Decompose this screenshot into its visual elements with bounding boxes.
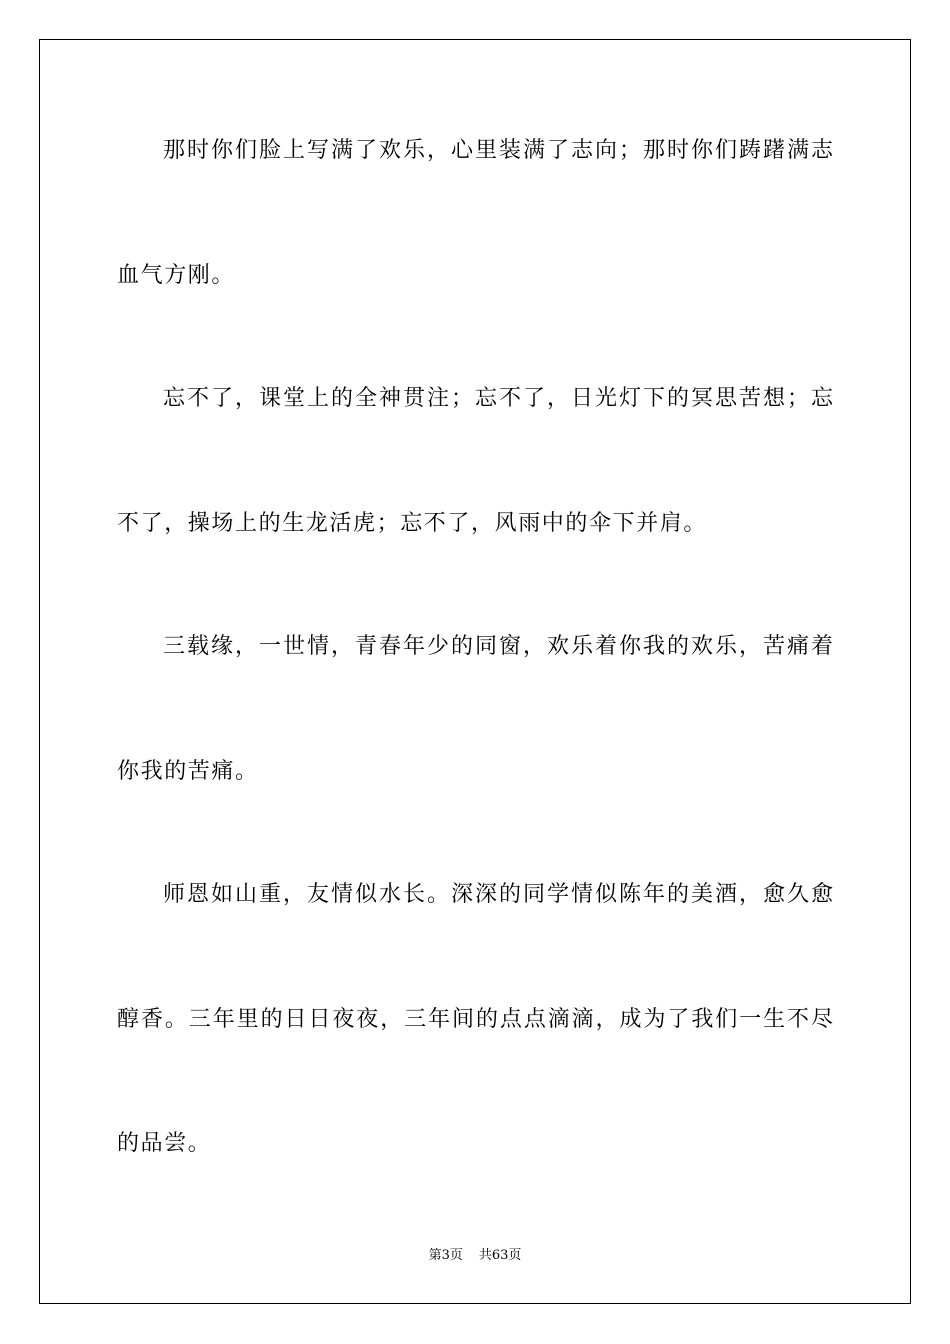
paragraph-3-line-2: 你我的苦痛。 [117, 759, 259, 784]
paragraph-3-line-1: 三载缘，一世情，青春年少的同窗，欢乐着你我的欢乐，苦痛着 [163, 634, 833, 659]
page-frame [39, 39, 911, 1304]
page-number: 第3页 [428, 1248, 463, 1263]
paragraph-4-line-3: 的品尝。 [117, 1131, 212, 1156]
paragraph-2-line-1: 忘不了，课堂上的全神贯注；忘不了，日光灯下的冥思苦想；忘 [163, 386, 833, 411]
paragraph-1-line-2: 血气方刚。 [117, 263, 236, 288]
paragraph-4-line-1: 师恩如山重，友情似水长。深深的同学情似陈年的美酒，愈久愈 [163, 882, 833, 907]
paragraph-1-line-1: 那时你们脸上写满了欢乐，心里装满了志向；那时你们踌躇满志 [163, 138, 833, 163]
page-total: 共63页 [478, 1248, 522, 1263]
page-footer [0, 1247, 950, 1265]
paragraph-2-line-2: 不了，操场上的生龙活虎；忘不了，风雨中的伞下并肩。 [117, 511, 708, 536]
paragraph-4-line-2: 醇香。三年里的日日夜夜，三年间的点点滴滴，成为了我们一生不尽 [117, 1007, 833, 1032]
